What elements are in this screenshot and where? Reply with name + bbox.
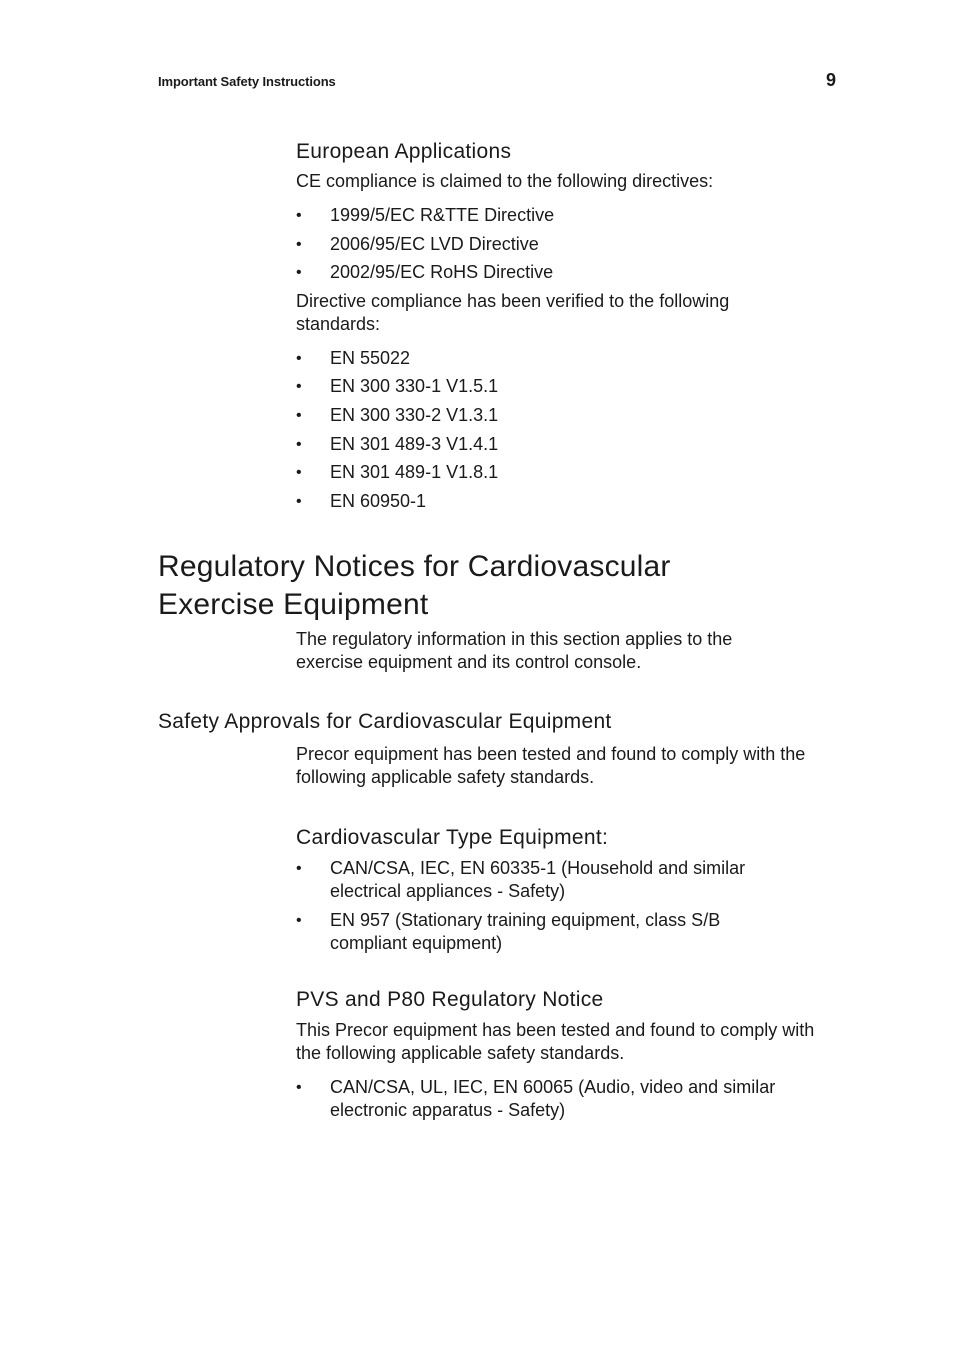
bullet-icon: • bbox=[296, 207, 302, 224]
bullet-icon: • bbox=[296, 264, 302, 282]
bullet-icon: • bbox=[296, 378, 302, 396]
list-item: • 1999/5/EC R&TTE Directive bbox=[296, 205, 555, 225]
pvs-intro: This Precor equipment has been tested and found to comply with the following applicable safety standards. bbox=[296, 1020, 815, 1063]
cardio-type-heading: Cardiovascular Type Equipment: bbox=[296, 826, 609, 849]
regulatory-notices-section bbox=[158, 548, 838, 624]
bullet-icon: • bbox=[296, 860, 302, 877]
cardio-type-section bbox=[296, 826, 836, 961]
bullet-icon: • bbox=[296, 1079, 302, 1096]
standards-list bbox=[296, 347, 836, 513]
list-item: • EN 60950-1 bbox=[296, 490, 427, 511]
list-item: • 2006/95/EC LVD Directive bbox=[296, 233, 539, 254]
regulatory-notices-heading: Regulatory Notices for Cardiovascular Exercise Equipment bbox=[158, 550, 671, 621]
list-item: • EN 300 330-1 V1.5.1 bbox=[296, 376, 499, 397]
safety-approvals-section bbox=[158, 710, 838, 734]
bullet-icon: • bbox=[296, 235, 302, 253]
list-item: • EN 957 (Stationary training equipment, class S/B compliant equipment) bbox=[296, 910, 721, 953]
list-item: • EN 300 330-2 V1.3.1 bbox=[296, 404, 499, 425]
standards-intro: Directive compliance has been verified to the following standards: bbox=[296, 290, 730, 334]
european-intro: CE compliance is claimed to the following directives: bbox=[296, 171, 714, 191]
running-header: Important Safety Instructions bbox=[158, 74, 336, 89]
page-number: 9 bbox=[825, 70, 836, 90]
safety-approvals-heading: Safety Approvals for Cardiovascular Equipment bbox=[158, 710, 612, 733]
pvs-list bbox=[296, 1076, 796, 1122]
regulatory-intro: The regulatory information in this section applies to the exercise equipment and its control console. bbox=[296, 629, 733, 672]
pvs-heading: PVS and P80 Regulatory Notice bbox=[296, 988, 604, 1011]
bullet-icon: • bbox=[296, 435, 302, 453]
bullet-icon: • bbox=[296, 406, 302, 424]
directives-list bbox=[296, 204, 836, 284]
regulatory-intro-block bbox=[296, 628, 796, 674]
bullet-icon: • bbox=[296, 349, 302, 367]
bullet-icon: • bbox=[296, 912, 302, 929]
safety-intro-block bbox=[296, 743, 831, 789]
safety-intro: Precor equipment has been tested and found to comply with the following applicable safety standards. bbox=[296, 744, 806, 787]
cardio-type-list bbox=[296, 857, 796, 955]
list-item: • EN 301 489-3 V1.4.1 bbox=[296, 433, 499, 454]
bullet-icon: • bbox=[296, 464, 302, 482]
list-item: • CAN/CSA, UL, IEC, EN 60065 (Audio, video and similar electronic apparatus - Safety) bbox=[296, 1077, 776, 1120]
list-item: • CAN/CSA, IEC, EN 60335-1 (Household and similar electrical appliances - Safety) bbox=[296, 858, 746, 901]
list-item: • EN 55022 bbox=[296, 347, 411, 368]
pvs-section bbox=[296, 988, 836, 1128]
bullet-icon: • bbox=[296, 492, 302, 510]
european-applications-section bbox=[296, 140, 836, 518]
list-item: • EN 301 489-1 V1.8.1 bbox=[296, 462, 499, 483]
list-item: • 2002/95/EC RoHS Directive bbox=[296, 262, 554, 283]
european-applications-heading: European Applications bbox=[296, 140, 512, 163]
